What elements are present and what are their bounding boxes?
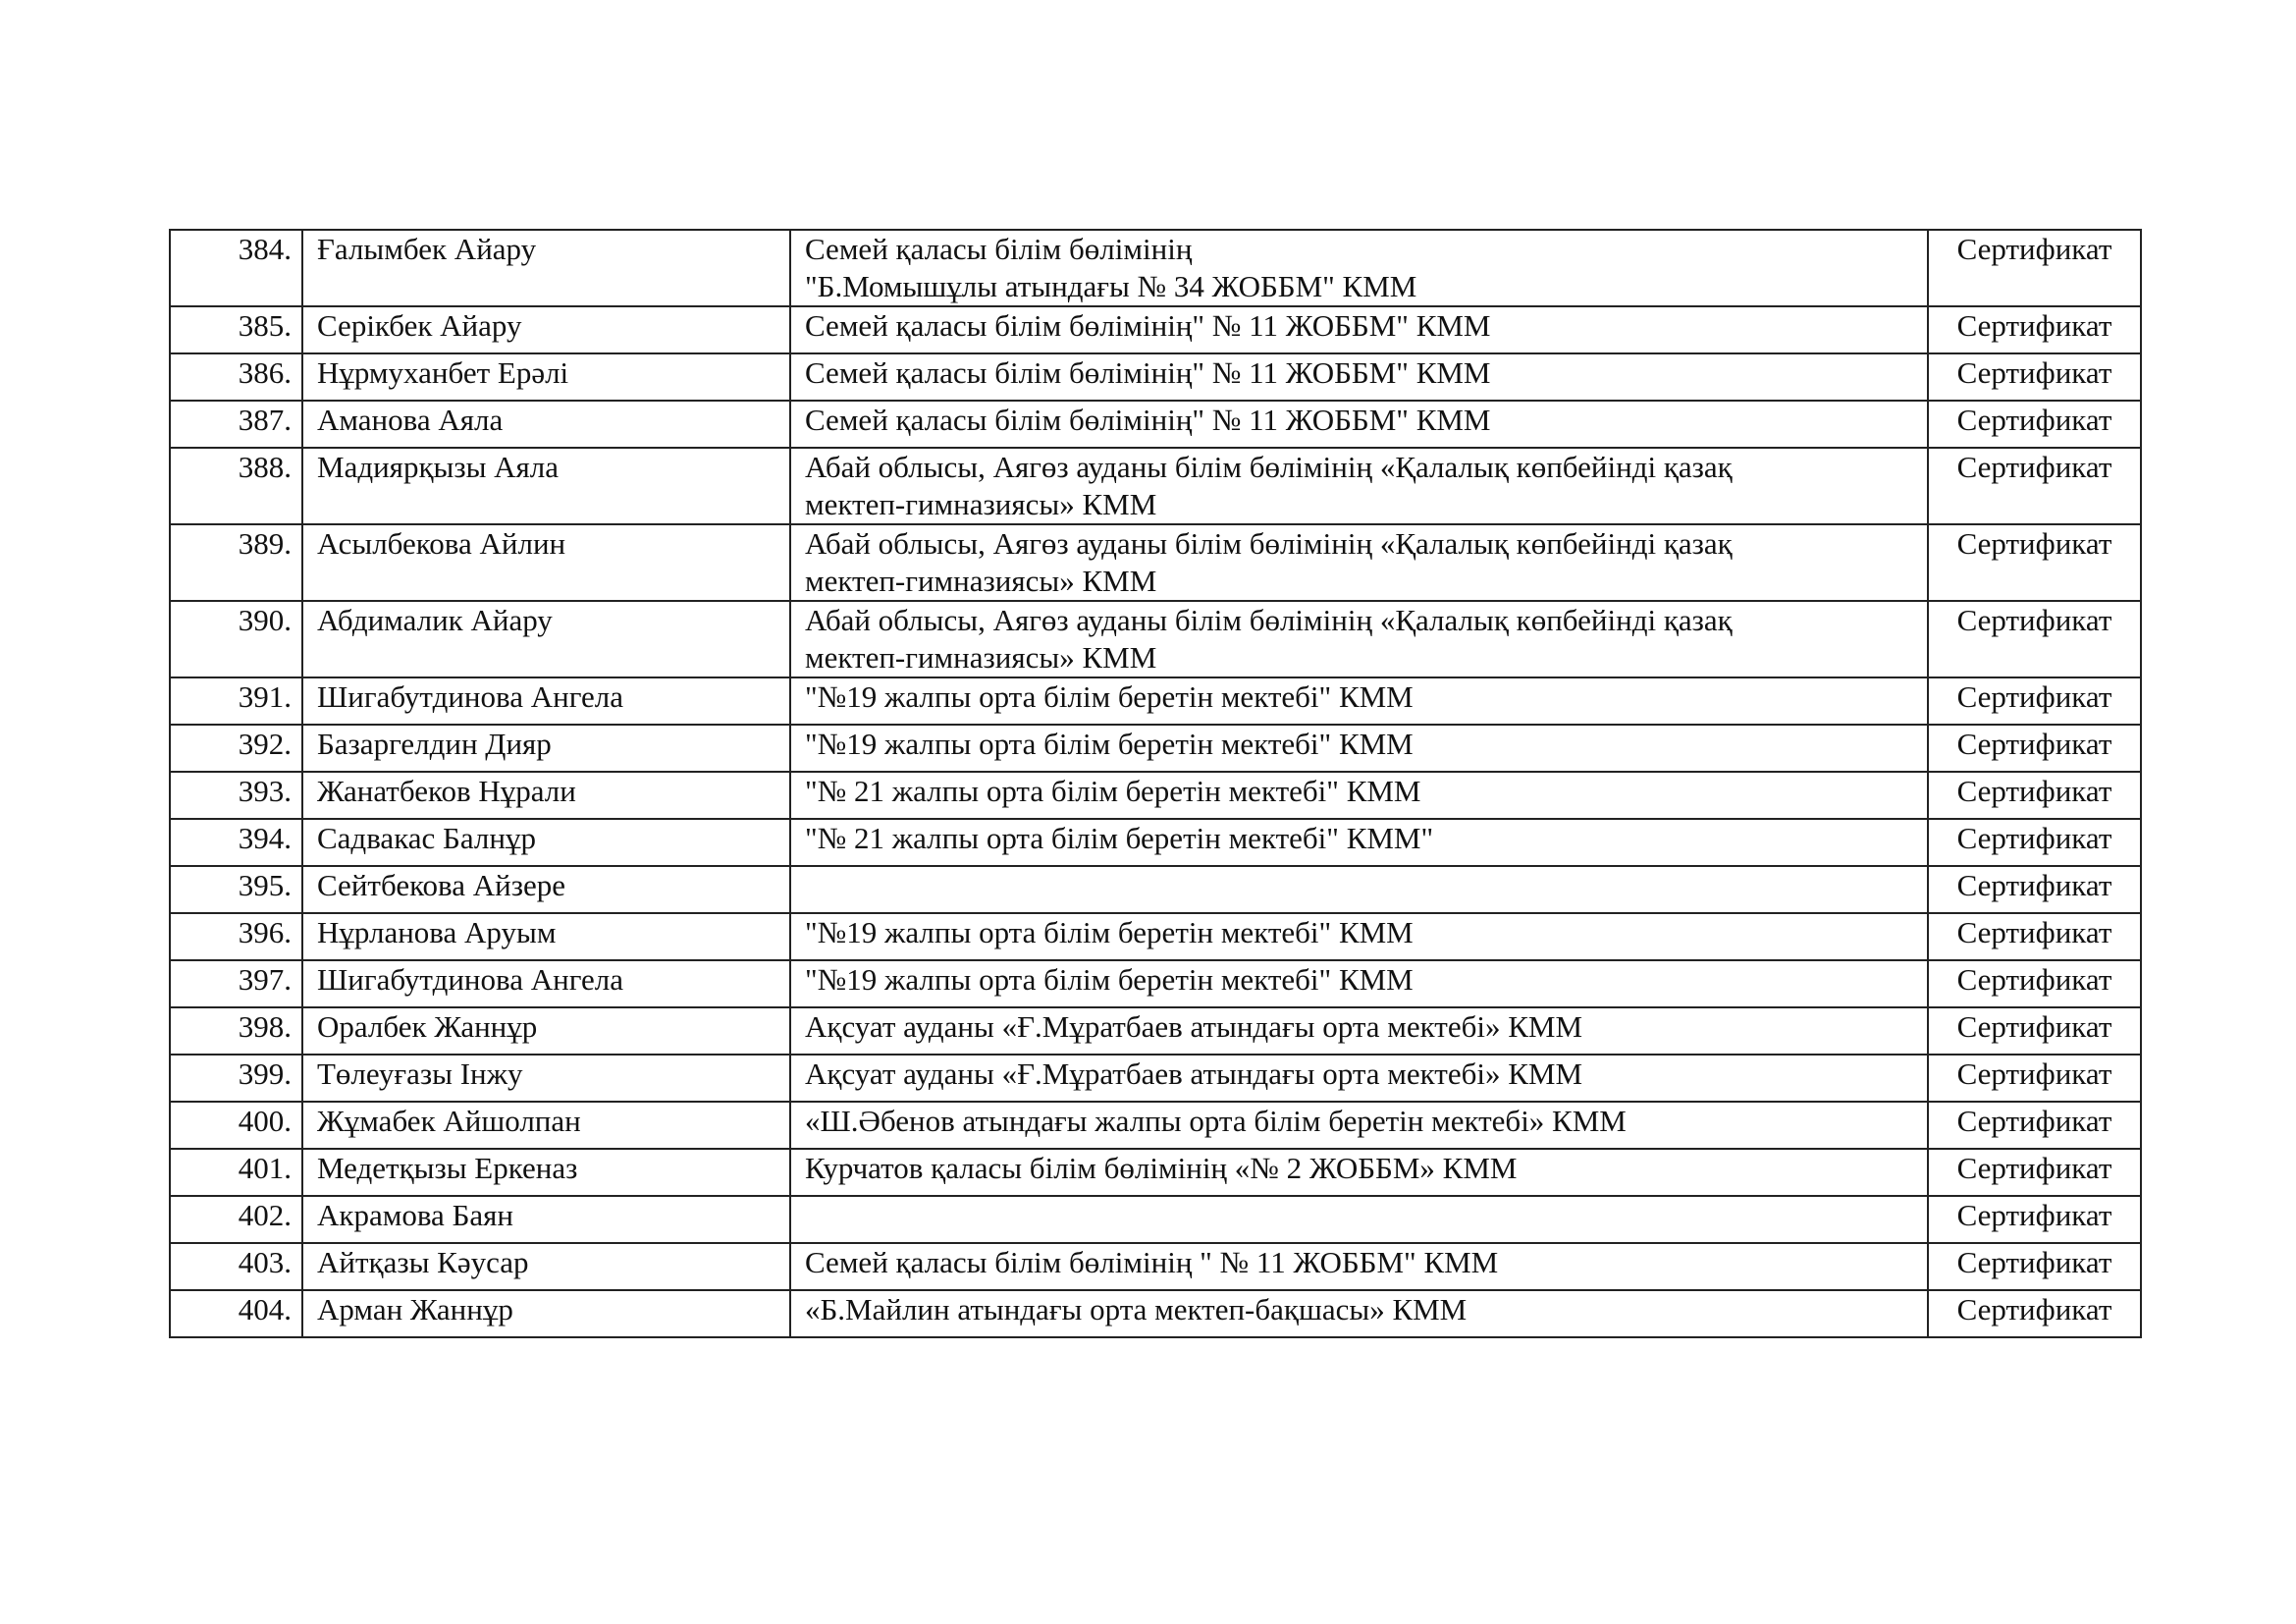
participant-name-cell: Сейтбекова Айзере: [302, 866, 790, 913]
row-number-cell: 403.: [170, 1243, 302, 1290]
participant-name-cell: Садвакас Балнұр: [302, 819, 790, 866]
organization-line: Абай облысы, Аягөз ауданы білім бөлімінің «Қалалық көпбейінді қазақ: [805, 526, 1733, 561]
participant-name-cell: Оралбек Жаннұр: [302, 1007, 790, 1055]
row-number-cell: 402.: [170, 1196, 302, 1243]
table-row: [170, 960, 2141, 1007]
table-row: [170, 1290, 2141, 1337]
row-number-cell: 387.: [170, 401, 302, 448]
table-row: [170, 353, 2141, 401]
organization-line: "№19 жалпы орта білім беретін мектебі" КММ: [805, 727, 1414, 761]
organization-line: "№ 21 жалпы орта білім беретін мектебі" КММ": [805, 821, 1434, 855]
organization-line: Ақсуат ауданы «Ғ.Мұратбаев атындағы орта мектебі» КММ: [805, 1009, 1583, 1044]
award-cell: Сертификат: [1928, 725, 2141, 772]
table-body: [170, 230, 2141, 1337]
organization-cell: [790, 1196, 1928, 1243]
award-cell: Сертификат: [1928, 913, 2141, 960]
row-number-cell: 395.: [170, 866, 302, 913]
table-row: [170, 772, 2141, 819]
participant-name-cell: Базаргелдин Дияр: [302, 725, 790, 772]
organization-cell: [790, 1102, 1928, 1149]
table-row: [170, 401, 2141, 448]
organization-cell: [790, 401, 1928, 448]
award-cell: Сертификат: [1928, 524, 2141, 601]
participant-name-cell: Серікбек Айару: [302, 306, 790, 353]
award-cell: Сертификат: [1928, 448, 2141, 524]
award-cell: Сертификат: [1928, 819, 2141, 866]
participant-name-cell: Абдималик Айару: [302, 601, 790, 677]
award-cell: Сертификат: [1928, 306, 2141, 353]
award-cell: Сертификат: [1928, 230, 2141, 306]
participant-name-cell: Нұрмуханбет Ерәлі: [302, 353, 790, 401]
organization-cell: [790, 601, 1928, 677]
award-cell: Сертификат: [1928, 1055, 2141, 1102]
participant-name-cell: Асылбекова Айлин: [302, 524, 790, 601]
table-row: [170, 677, 2141, 725]
participant-name-cell: Арман Жаннұр: [302, 1290, 790, 1337]
organization-line: Ақсуат ауданы «Ғ.Мұратбаев атындағы орта мектебі» КММ: [805, 1056, 1583, 1091]
organization-line: мектеп-гимназиясы» КММ: [805, 640, 1157, 675]
participant-name-cell: Шигабутдинова Ангела: [302, 677, 790, 725]
row-number-cell: 388.: [170, 448, 302, 524]
organization-line: "№19 жалпы орта білім беретін мектебі" КММ: [805, 915, 1414, 949]
row-number-cell: 404.: [170, 1290, 302, 1337]
organization-line: Семей қаласы білім бөлімінің" № 11 ЖОББМ" КММ: [805, 355, 1491, 390]
award-cell: Сертификат: [1928, 1243, 2141, 1290]
participant-name-cell: Мадиярқызы Аяла: [302, 448, 790, 524]
organization-cell: [790, 1149, 1928, 1196]
organization-line: "№ 21 жалпы орта білім беретін мектебі" КММ: [805, 774, 1421, 808]
row-number-cell: 390.: [170, 601, 302, 677]
award-cell: Сертификат: [1928, 1149, 2141, 1196]
organization-line: мектеп-гимназиясы» КММ: [805, 564, 1157, 598]
participant-name-cell: Нұрланова Аруым: [302, 913, 790, 960]
organization-cell: [790, 306, 1928, 353]
organization-line: Семей қаласы білім бөлімінің" № 11 ЖОББМ" КММ: [805, 308, 1491, 343]
organization-cell: [790, 1243, 1928, 1290]
row-number-cell: 394.: [170, 819, 302, 866]
table-row: [170, 725, 2141, 772]
organization-cell: [790, 524, 1928, 601]
award-cell: Сертификат: [1928, 1290, 2141, 1337]
participant-name-cell: Айтқазы Кәусар: [302, 1243, 790, 1290]
organization-cell: [790, 866, 1928, 913]
table-row: [170, 1196, 2141, 1243]
table-row: [170, 1102, 2141, 1149]
participant-name-cell: Төлеуғазы Інжу: [302, 1055, 790, 1102]
table-row: [170, 819, 2141, 866]
table-row: [170, 1243, 2141, 1290]
participant-name-cell: Аманова Аяла: [302, 401, 790, 448]
row-number-cell: 399.: [170, 1055, 302, 1102]
organization-cell: [790, 1290, 1928, 1337]
organization-cell: [790, 960, 1928, 1007]
award-cell: Сертификат: [1928, 601, 2141, 677]
row-number-cell: 397.: [170, 960, 302, 1007]
table-row: [170, 230, 2141, 306]
organization-cell: [790, 230, 1928, 306]
award-cell: Сертификат: [1928, 1102, 2141, 1149]
award-cell: Сертификат: [1928, 401, 2141, 448]
participant-name-cell: Ғалымбек Айару: [302, 230, 790, 306]
row-number-cell: 401.: [170, 1149, 302, 1196]
row-number-cell: 400.: [170, 1102, 302, 1149]
organization-line: "№19 жалпы орта білім беретін мектебі" КММ: [805, 962, 1414, 997]
participant-name-cell: Жанатбеков Нұрали: [302, 772, 790, 819]
row-number-cell: 392.: [170, 725, 302, 772]
organization-cell: [790, 1055, 1928, 1102]
organization-line: «Ш.Әбенов атындағы жалпы орта білім беретін мектебі» КММ: [805, 1104, 1627, 1138]
award-cell: Сертификат: [1928, 677, 2141, 725]
table-row: [170, 1007, 2141, 1055]
participant-name-cell: Акрамова Баян: [302, 1196, 790, 1243]
row-number-cell: 393.: [170, 772, 302, 819]
row-number-cell: 384.: [170, 230, 302, 306]
row-number-cell: 391.: [170, 677, 302, 725]
award-cell: Сертификат: [1928, 1007, 2141, 1055]
award-cell: Сертификат: [1928, 353, 2141, 401]
row-number-cell: 396.: [170, 913, 302, 960]
organization-line: Курчатов қаласы білім бөлімінің «№ 2 ЖОББМ» КММ: [805, 1151, 1518, 1185]
row-number-cell: 385.: [170, 306, 302, 353]
table-row: [170, 913, 2141, 960]
organization-line: Абай облысы, Аягөз ауданы білім бөлімінің «Қалалық көпбейінді қазақ: [805, 450, 1733, 484]
award-cell: Сертификат: [1928, 1196, 2141, 1243]
participants-table: [169, 229, 2142, 1338]
table-row: [170, 1055, 2141, 1102]
organization-line: Семей қаласы білім бөлімінің: [805, 232, 1193, 266]
table-row: [170, 524, 2141, 601]
organization-line: «Б.Майлин атындағы орта мектеп-бақшасы» КММ: [805, 1292, 1468, 1326]
organization-line: "Б.Момышұлы атындағы № 34 ЖОББМ" КММ: [805, 269, 1417, 303]
table-row: [170, 601, 2141, 677]
organization-line: Семей қаласы білім бөлімінің" № 11 ЖОББМ" КММ: [805, 403, 1491, 437]
participant-name-cell: Жұмабек Айшолпан: [302, 1102, 790, 1149]
table-row: [170, 866, 2141, 913]
organization-line: Семей қаласы білім бөлімінің " № 11 ЖОББМ" КММ: [805, 1245, 1499, 1279]
table-row: [170, 448, 2141, 524]
organization-cell: [790, 725, 1928, 772]
table-row: [170, 1149, 2141, 1196]
organization-cell: [790, 819, 1928, 866]
row-number-cell: 386.: [170, 353, 302, 401]
organization-line: "№19 жалпы орта білім беретін мектебі" КММ: [805, 679, 1414, 714]
organization-cell: [790, 1007, 1928, 1055]
row-number-cell: 389.: [170, 524, 302, 601]
organization-cell: [790, 913, 1928, 960]
organization-line: Абай облысы, Аягөз ауданы білім бөлімінің «Қалалық көпбейінді қазақ: [805, 603, 1733, 637]
participant-name-cell: Шигабутдинова Ангела: [302, 960, 790, 1007]
row-number-cell: 398.: [170, 1007, 302, 1055]
table-row: [170, 306, 2141, 353]
award-cell: Сертификат: [1928, 866, 2141, 913]
organization-line: мектеп-гимназиясы» КММ: [805, 487, 1157, 521]
award-cell: Сертификат: [1928, 960, 2141, 1007]
award-cell: Сертификат: [1928, 772, 2141, 819]
participant-name-cell: Медетқызы Еркеназ: [302, 1149, 790, 1196]
organization-cell: [790, 353, 1928, 401]
organization-cell: [790, 448, 1928, 524]
organization-cell: [790, 772, 1928, 819]
organization-cell: [790, 677, 1928, 725]
